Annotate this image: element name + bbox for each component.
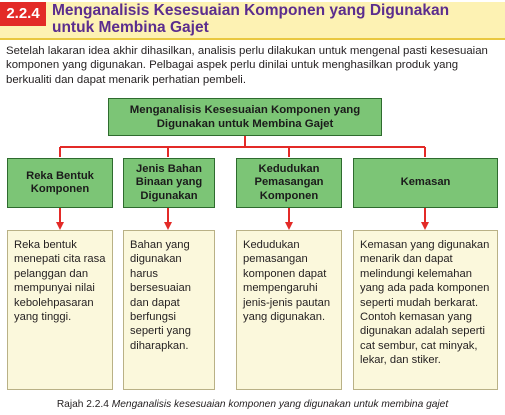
description-box-jenis-bahan: Bahan yang digunakan harus bersesuaian dan dapat berfungsi seperti yang diharapkan. — [123, 230, 215, 390]
intro-paragraph: Setelah lakaran idea akhir dihasilkan, analisis perlu dilakukan untuk mengenal pasti kesesuaian komponen yang digunakan. Pelbagai aspek perlu dinilai untuk menghasilkan produk yang berkualiti dan dapat menarik perhatian pembeli. — [6, 45, 488, 86]
figure-caption — [0, 399, 505, 410]
figure-caption-text: Menganalisis kesesuaian komponen yang digunakan untuk membina gajet — [111, 399, 449, 410]
category-box-kemasan: Kemasan — [353, 158, 498, 208]
figure-caption-label: Rajah 2.2.4 — [56, 399, 109, 410]
section-title: Menganalisis Kesesuaian Komponen yang Digunakan untuk Membina Gajet — [52, 2, 450, 36]
category-box-kedudukan: Kedudukan Pemasangan Komponen — [236, 158, 342, 208]
diagram-root-box: Menganalisis Kesesuaian Komponen yang Digunakan untuk Membina Gajet — [108, 98, 382, 136]
section-number: 2.2.4 — [0, 2, 46, 26]
description-box-kedudukan: Kedudukan pemasangan komponen dapat mempengaruhi jenis-jenis pautan yang digunakan. — [236, 230, 342, 390]
description-box-kemasan: Kemasan yang digunakan menarik dan dapat melindungi kelemahan yang ada pada komponen seperti mudah berkarat. Contoh kemasan yang digunakan adalah seperti cat sembur, cat minyak, lekar, dan stiker. — [353, 230, 498, 390]
description-box-reka-bentuk: Reka bentuk menepati cita rasa pelanggan dan mempunyai nilai kebolehpasaran yang tinggi. — [7, 230, 113, 390]
category-box-reka-bentuk: Reka Bentuk Komponen — [7, 158, 113, 208]
category-box-jenis-bahan: Jenis Bahan Binaan yang Digunakan — [123, 158, 215, 208]
